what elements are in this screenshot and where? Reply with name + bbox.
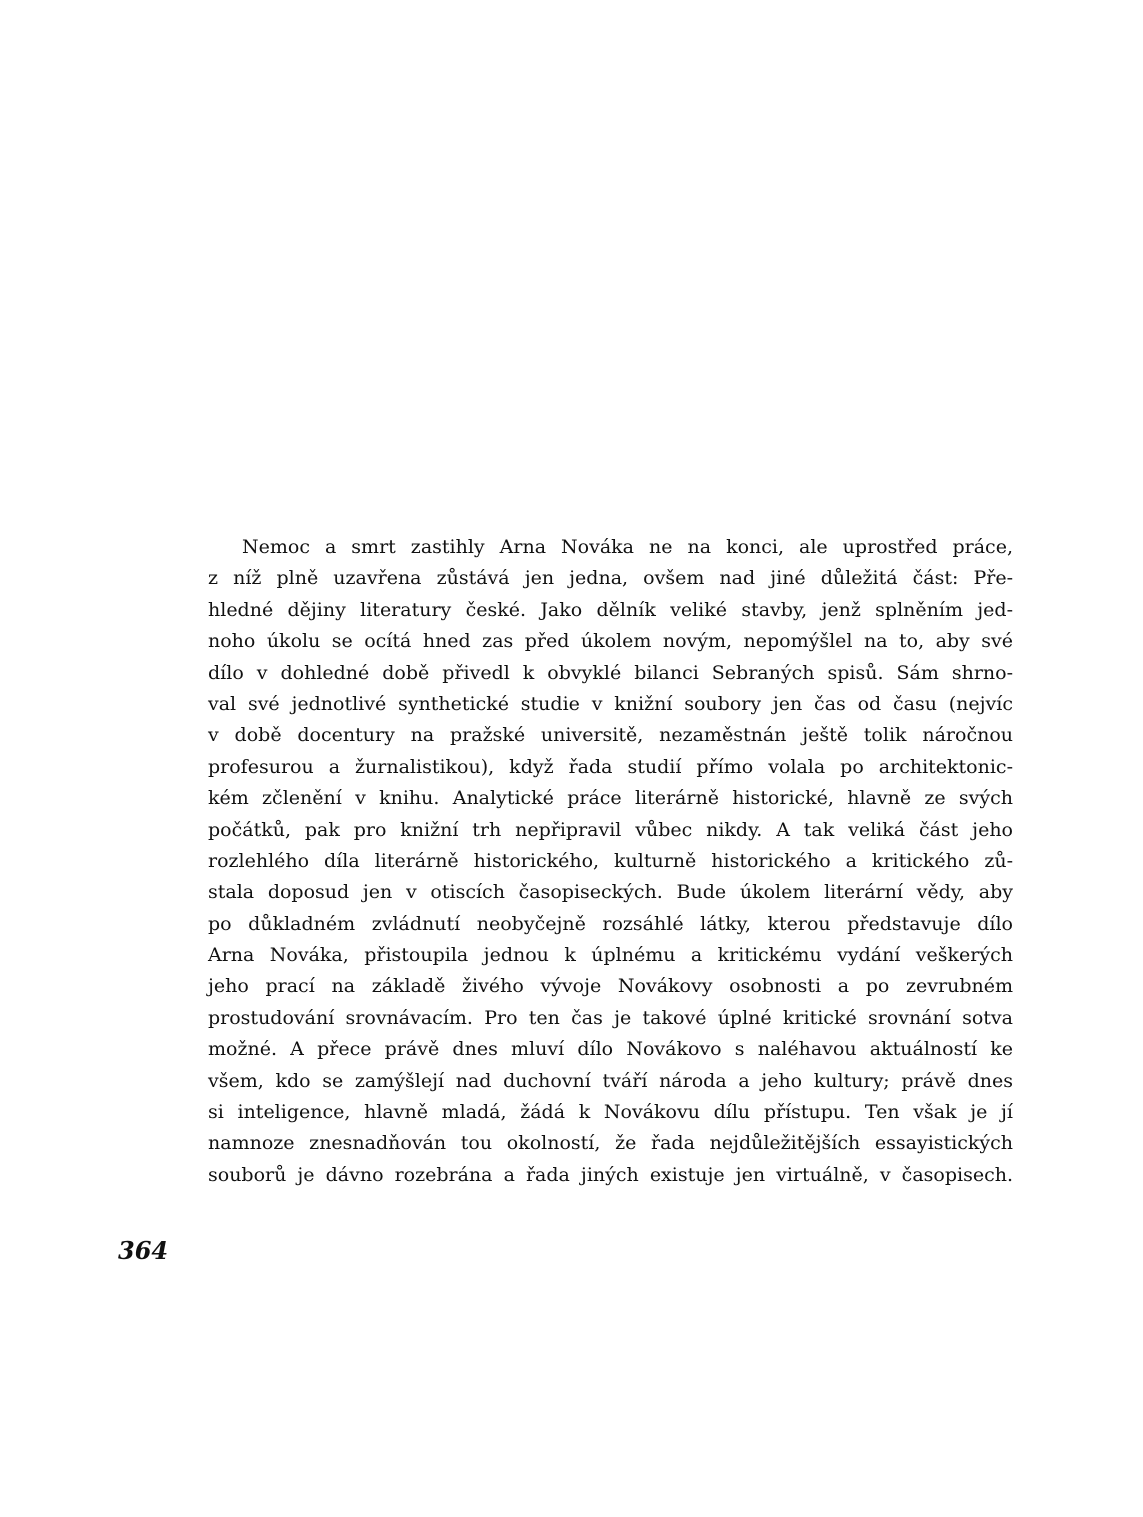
paragraph-line: val své jednotlivé synthetické studie v knižní soubory jen čas od času (nejvíc bbox=[208, 692, 1013, 715]
paragraph-line: rozlehlého díla literárně historického, kulturně historického a kritického zů- bbox=[208, 849, 1013, 872]
paragraph-line: prostudování srovnávacím. Pro ten čas je takové úplné kritické srovnání sotva bbox=[208, 1006, 1013, 1029]
paragraph-line: dílo v dohledné době přivedl k obvyklé bilanci Sebraných spisů. Sám shrno- bbox=[208, 661, 1013, 684]
paragraph-line: namnoze znesnadňován tou okolností, že řada nejdůležitějších essayistických bbox=[208, 1132, 1013, 1155]
paragraph-line: souborů je dávno rozebrána a řada jiných existuje jen virtuálně, v časopisech. bbox=[208, 1163, 1013, 1186]
paragraph-line: po důkladném zvládnutí neobyčejně rozsáhlé látky, kterou představuje dílo bbox=[208, 912, 1013, 935]
paragraph-line: Nemoc a smrt zastihly Arna Nováka ne na konci, ale uprostřed práce, bbox=[242, 536, 1013, 558]
page-number: 364 bbox=[118, 1236, 169, 1265]
paragraph-line: Arna Nováka, přistoupila jednou k úplnému a kritickému vydání veškerých bbox=[208, 944, 1013, 967]
body-paragraph bbox=[208, 532, 1013, 1191]
paragraph-line: kém zčlenění v knihu. Analytické práce literárně historické, hlavně ze svých bbox=[208, 787, 1013, 810]
paragraph-line: všem, kdo se zamýšlejí nad duchovní tváří národa a jeho kultury; právě dnes bbox=[208, 1069, 1013, 1092]
paragraph-line: profesurou a žurnalistikou), když řada studií přímo volala po architektonic- bbox=[208, 755, 1013, 778]
paragraph-line: hledné dějiny literatury české. Jako dělník veliké stavby, jenž splněním jed- bbox=[208, 598, 1013, 621]
paragraph-line: v době docentury na pražské universitě, nezaměstnán ještě tolik náročnou bbox=[208, 724, 1013, 747]
paragraph-line: noho úkolu se ocítá hned zas před úkolem novým, nepomýšlel na to, aby své bbox=[208, 630, 1013, 653]
paragraph-line: možné. A přece právě dnes mluví dílo Novákovo s naléhavou aktuálností ke bbox=[208, 1038, 1013, 1061]
paragraph-line: jeho prací na základě živého vývoje Novákovy osobnosti a po zevrubném bbox=[208, 975, 1013, 998]
paragraph-line: z níž plně uzavřena zůstává jen jedna, ovšem nad jiné důležitá část: Pře- bbox=[208, 567, 1013, 590]
paragraph-line: si inteligence, hlavně mladá, žádá k Novákovu dílu přístupu. Ten však je jí bbox=[208, 1101, 1013, 1124]
paragraph-line: stala doposud jen v otiscích časopiseckých. Bude úkolem literární vědy, aby bbox=[208, 881, 1013, 904]
paragraph-line: počátků, pak pro knižní trh nepřipravil vůbec nikdy. A tak veliká část jeho bbox=[208, 818, 1013, 841]
